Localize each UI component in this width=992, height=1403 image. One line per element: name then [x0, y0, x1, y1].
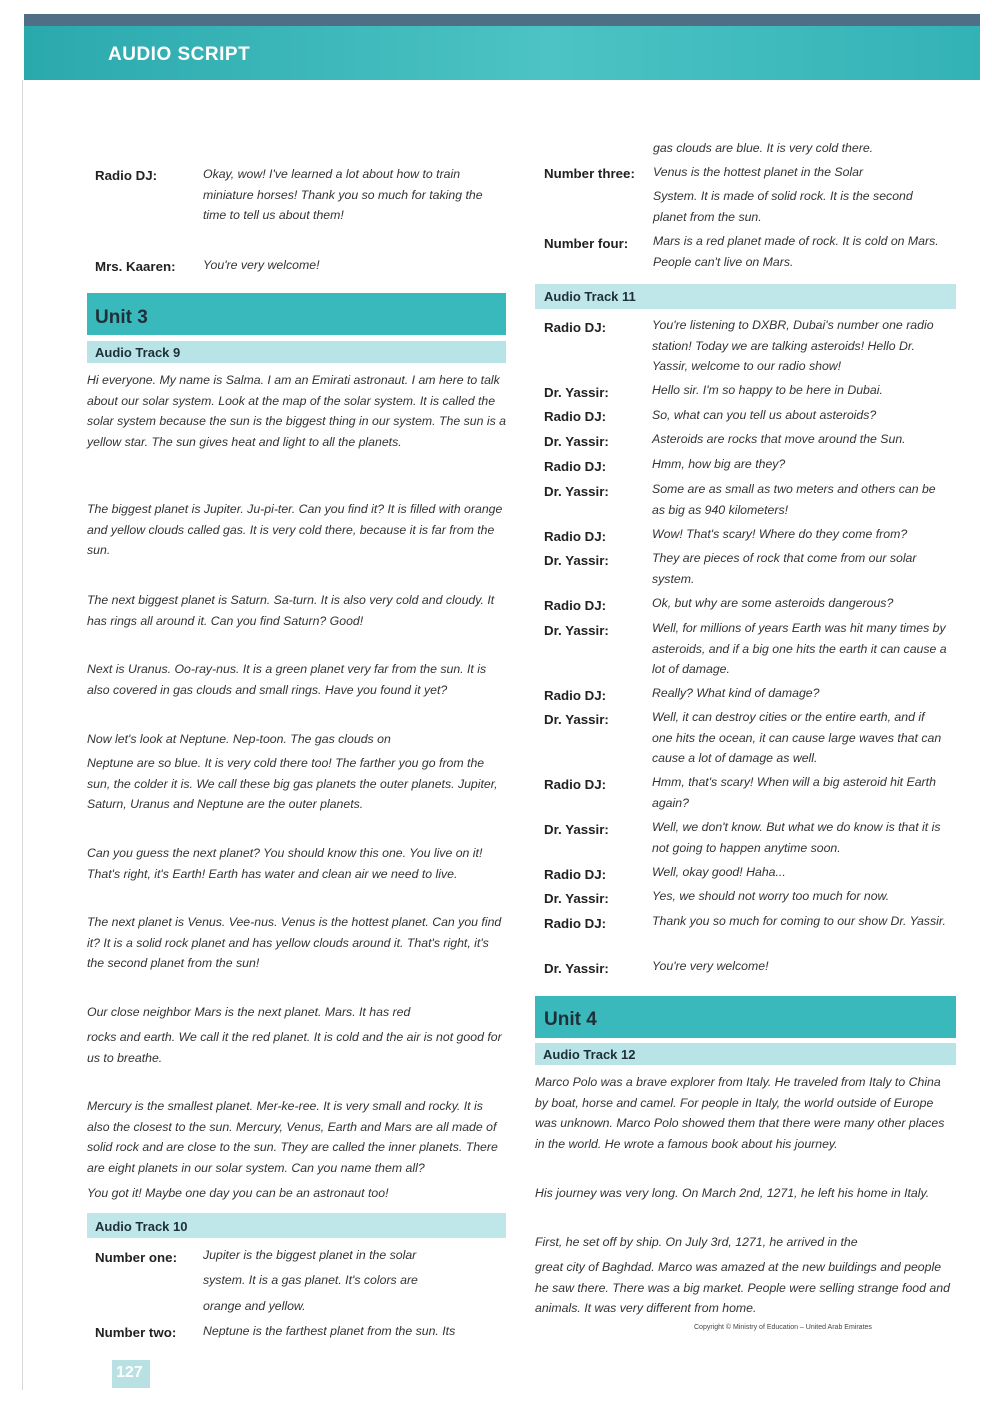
- speaker-label: Radio DJ:: [544, 529, 607, 544]
- speaker-label: Radio DJ:: [95, 168, 158, 183]
- dialogue-text: Wow! That's scary! Where do they come from?: [652, 527, 908, 541]
- dialogue-text: Thank you so much for coming to our show Dr. Yassir.: [652, 914, 946, 928]
- track-9-paragraph: Can you guess the next planet? You should know this one. You live on it! That's right, it's Earth! Earth has water and clean air we need to live.: [87, 846, 483, 881]
- track-12-paragraph: Marco Polo was a brave explorer from Italy. He traveled from Italy to China by boat, horse and camel. For people in Italy, the world outside of Europe was unknown. Marco Polo showed them that there were many other places in the world. He wrote a famous book about his journey.: [535, 1075, 945, 1151]
- speaker-label: Dr. Yassir:: [544, 712, 609, 727]
- speaker-label: Number four:: [544, 236, 629, 251]
- track-11-title: Audio Track 11: [544, 289, 636, 304]
- speaker-label: Radio DJ:: [544, 409, 607, 424]
- speaker-label: Number three:: [544, 166, 635, 181]
- dialogue-text: Hello sir. I'm so happy to be here in Dubai.: [652, 383, 883, 397]
- speaker-label: Dr. Yassir:: [544, 961, 609, 976]
- track-9-paragraph: The next biggest planet is Saturn. Sa-turn. It is also very cold and cloudy. It has rings all around it. Can you find Saturn? Good!: [87, 593, 495, 628]
- track-9-paragraph: The biggest planet is Jupiter. Ju-pi-ter. Can you find it? It is filled with orange and yellow clouds called gas. It is very cold there, because it is far from the sun.: [87, 502, 503, 557]
- track-9-title: Audio Track 9: [95, 345, 181, 360]
- copyright-notice: Copyright © Ministry of Education – United Arab Emirates: [694, 1324, 872, 1331]
- unit-3-banner: [87, 293, 506, 335]
- dialogue-text: Well, okay good! Haha...: [652, 865, 786, 879]
- dialogue-line: Venus is the hottest planet in the Solar: [653, 165, 864, 179]
- speaker-label: Mrs. Kaaren:: [95, 259, 176, 274]
- dialogue-text: Really? What kind of damage?: [652, 686, 820, 700]
- speaker-label: Number two:: [95, 1325, 177, 1340]
- speaker-label: Radio DJ:: [544, 777, 607, 792]
- dialogue-text: Some are as small as two meters and others can be as big as 940 kilometers!: [652, 482, 936, 517]
- dialogue-text: You're very welcome!: [203, 258, 320, 272]
- unit-4-title: Unit 4: [544, 1009, 597, 1030]
- dialogue-text: Okay, wow! I've learned a lot about how to train miniature horses! Thank you so much for taking the time to tell us about them!: [203, 167, 483, 222]
- dialogue-text: You're listening to DXBR, Dubai's number one radio station! Today we are talking asteroids! Hello Dr. Yassir, welcome to our radio show!: [652, 318, 934, 373]
- dialogue-line: orange and yellow.: [203, 1299, 306, 1313]
- dialogue-line: system. It is a gas planet. It's colors are: [203, 1273, 418, 1287]
- track-9-paragraph: The next planet is Venus. Vee-nus. Venus is the hottest planet. Can you find it? It is a solid rock planet and has yellow clouds around it. That's right, it's the second planet from the sun!: [87, 915, 502, 970]
- track-9-paragraph: rocks and earth. We call it the red planet. It is cold and the air is not good for us to breathe.: [87, 1030, 502, 1065]
- dialogue-line: Mars is a red planet made of rock. It is cold on Mars. People can't live on Mars.: [653, 234, 939, 269]
- track-9-paragraph: Mercury is the smallest planet. Mer-ke-ree. It is very small and rocky. It is also the closest to the sun. Mercury, Venus, Earth and Mars are all made of solid rock and are close to the sun. They are called the inner planets. There are eight planets in our solar system. Can you name them all?: [87, 1099, 498, 1175]
- dialogue-text: Hmm, how big are they?: [652, 457, 786, 471]
- dialogue-text: Ok, but why are some asteroids dangerous?: [652, 596, 894, 610]
- track-9-paragraph: Neptune are so blue. It is very cold there too! The farther you go from the sun, the colder it is. We call these big gas planets the outer planets. Jupiter, Saturn, Uranus and Neptune are the outer planets.: [87, 756, 498, 811]
- track-9-paragraph: You got it! Maybe one day you can be an astronaut too!: [87, 1186, 389, 1200]
- unit-4-banner: [535, 996, 956, 1038]
- continued-text: gas clouds are blue. It is very cold there.: [653, 141, 874, 155]
- speaker-label: Dr. Yassir:: [544, 553, 609, 568]
- page-number: 127: [116, 1364, 143, 1381]
- speaker-label: Radio DJ:: [544, 916, 607, 931]
- track-9-paragraph: Now let's look at Neptune. Nep-toon. The gas clouds on: [87, 732, 391, 746]
- dialogue-text: They are pieces of rock that come from our solar system.: [652, 551, 917, 586]
- track-10-title: Audio Track 10: [95, 1219, 188, 1234]
- speaker-label: Dr. Yassir:: [544, 434, 609, 449]
- speaker-label: Number one:: [95, 1250, 178, 1265]
- dialogue-text: Asteroids are rocks that move around the Sun.: [652, 432, 906, 446]
- dialogue-text: Well, we don't know. But what we do know is that it is not going to happen anytime soon.: [652, 820, 941, 855]
- track-12-paragraph: First, he set off by ship. On July 3rd, 1271, he arrived in the: [535, 1235, 858, 1249]
- dialogue-line: System. It is made of solid rock. It is the second planet from the sun.: [653, 189, 913, 224]
- dialogue-text: You're very welcome!: [652, 959, 769, 973]
- dialogue-text: Yes, we should not worry too much for now.: [652, 889, 890, 903]
- dialogue-text: Well, for millions of years Earth was hit many times by asteroids, and if a big one hits the earth it can cause a lot of damage.: [652, 621, 947, 676]
- speaker-label: Dr. Yassir:: [544, 623, 609, 638]
- track-9-paragraph: Next is Uranus. Oo-ray-nus. It is a green planet very far from the sun. It is also covered in gas clouds and small rings. Have you found it yet?: [87, 662, 487, 697]
- left-margin-rule: [22, 80, 23, 1390]
- speaker-label: Dr. Yassir:: [544, 891, 609, 906]
- dialogue-line: Neptune is the farthest planet from the sun. Its: [203, 1324, 456, 1338]
- speaker-label: Dr. Yassir:: [544, 822, 609, 837]
- track-9-paragraph: Hi everyone. My name is Salma. I am an Emirati astronaut. I am here to talk about our solar system. Look at the map of the solar system. It is called the solar system because the sun is the biggest thing in our system. The sun is a yellow star. The sun gives heat and light to all the planets.: [87, 373, 506, 449]
- speaker-label: Dr. Yassir:: [544, 484, 609, 499]
- dialogue-text: Well, it can destroy cities or the entire earth, and if one hits the ocean, it can cause large waves that can cause a lot of damage as well.: [652, 710, 942, 765]
- header-top-stripe: [24, 14, 980, 26]
- unit-3-title: Unit 3: [95, 307, 148, 328]
- track-12-paragraph: great city of Baghdad. Marco was amazed at the new buildings and people he saw there. There was a big market. People were selling strange food and animals. It was very different from home.: [535, 1260, 950, 1315]
- speaker-label: Radio DJ:: [544, 320, 607, 335]
- speaker-label: Radio DJ:: [544, 459, 607, 474]
- dialogue-text: Hmm, that's scary! When will a big asteroid hit Earth again?: [652, 775, 936, 810]
- track-9-paragraph: Our close neighbor Mars is the next planet. Mars. It has red: [87, 1005, 411, 1019]
- dialogue-text: So, what can you tell us about asteroids?: [652, 408, 877, 422]
- dialogue-line: Jupiter is the biggest planet in the solar: [203, 1248, 417, 1262]
- speaker-label: Radio DJ:: [544, 867, 607, 882]
- track-12-title: Audio Track 12: [543, 1047, 636, 1062]
- track-12-paragraph: His journey was very long. On March 2nd, 1271, he left his home in Italy.: [535, 1186, 930, 1200]
- speaker-label: Dr. Yassir:: [544, 385, 609, 400]
- page-title: AUDIO SCRIPT: [108, 44, 251, 65]
- speaker-label: Radio DJ:: [544, 598, 607, 613]
- speaker-label: Radio DJ:: [544, 688, 607, 703]
